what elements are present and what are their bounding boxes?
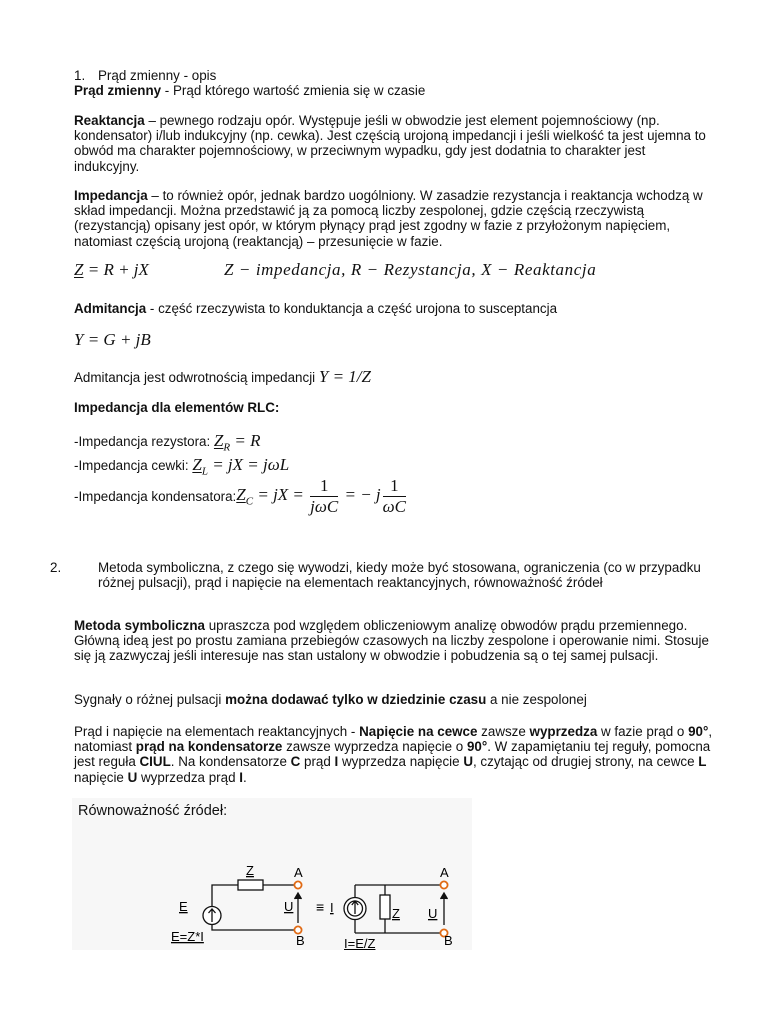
- left-b-label: B: [296, 933, 305, 948]
- prad-zmienny-definition: Prąd zmienny - Prąd którego wartość zmienia się w czasie: [74, 83, 426, 98]
- left-formula: E=Z*I: [171, 929, 204, 944]
- voltage-arrow-right: [441, 893, 448, 925]
- admitancja-paragraph: Admitancja - część rzeczywista to konduktancja a część urojona to susceptancja: [74, 301, 558, 316]
- metoda-paragraph: Metoda symboliczna upraszcza pod względem obliczeniowym analizę obwodów prądu przemiennego. Główną ideą jest po prostu zamiana przebiegów czasowych na liczby zespolone i operowanie nimi. Stosuje się ją zazwyczaj jeśli interesuje nas stan ustalony w obwodzie i pobudzenia są o tej samej pulsacji.: [74, 618, 709, 664]
- terminal-a-right: [440, 881, 447, 888]
- terminal-a-left: [294, 881, 301, 888]
- rlc-capacitor: -Impedancja $kondensatora:Z_C$ = jX = $\frac{1}{\text{jωC}}$ = − j $\frac{1}{\omega C}$: [74, 476, 406, 516]
- rlc-heading: Impedancja dla elementów RLC:: [74, 400, 280, 415]
- term-prad-zmienny: Prąd zmienny: [74, 83, 162, 98]
- right-i-label: I: [330, 900, 334, 915]
- impedance-resistor-left: [238, 880, 263, 890]
- source-equivalence-diagram: [160, 855, 470, 950]
- term-reaktancja: Reaktancja: [74, 113, 145, 128]
- left-z-label: Z: [246, 863, 254, 878]
- left-a-label: A: [294, 865, 303, 880]
- right-z-label: Z: [392, 906, 400, 921]
- voltage-arrow-left: [295, 893, 302, 923]
- admittance-formula: Y = G + jB: [74, 330, 151, 349]
- admittance-inverse: Admitancja jest odwrotnością impedancji Y = 1/Z: [74, 367, 371, 386]
- rlc-resistor: -Impedancja rezystora: $Z_R = R$: [74, 431, 261, 454]
- diagram-title: Równoważność źródeł:: [78, 803, 228, 819]
- left-e-label: E: [179, 899, 188, 914]
- right-formula: I=E/Z: [344, 936, 376, 950]
- reaktancja-paragraph: Reaktancja – pewnego rodzaju opór. Występuje jeśli w obwodzie jest element pojemnościowy (np. kondensator) i/lub indukcyjny (np. cewka). Jest częścią urojoną impedancji i jeśli wielkość ta jest ujemna to obwód ma charakter pojemnościowy, w przeciwnym wypadku, gdy jest dodatnia to charakter jest indukcyjny.: [74, 113, 706, 174]
- right-b-label: B: [444, 933, 453, 948]
- impedance-formula: Z = R + jX Z − impedancja, R − Rezystancja, X − Reaktancja: [74, 260, 597, 279]
- sygnaly-paragraph: Sygnały o różnej pulsacji można dodawać tylko w dziedzinie czasu a nie zespolonej: [74, 692, 587, 707]
- equivalence-sign: ≡: [316, 899, 325, 915]
- section-2-heading: 2. Metoda symboliczna, z czego się wywodzi, kiedy może być stosowana, ograniczenia (co w przypadku różnej pulsacji), prąd i napięcie na elementach reaktancyjnych, równoważność źródeł: [50, 560, 701, 591]
- reactive-elements-paragraph: Prąd i napięcie na elementach reaktancyjnych - Napięcie na cewce zawsze wyprzedza w fazie prąd o 90°, natomiast prąd na kondensatorze zawsze wyprzedza napięcie o 90°. W zapamiętaniu tej reguły, pomocna jest reguła CIUL. Na kondensatorze C prąd I wyprzedza napięcie U, czytając od drugiej strony, na cewce L napięcie U wyprzedza prąd I.: [74, 724, 713, 785]
- impedance-resistor-right: [380, 895, 390, 919]
- left-u-label: U: [284, 899, 294, 914]
- term-impedancja: Impedancja: [74, 188, 148, 203]
- section-1-heading: 1. Prąd zmienny - opis: [74, 68, 217, 83]
- term-metoda-symboliczna: Metoda symboliczna: [74, 618, 205, 633]
- term-admitancja: Admitancja: [74, 301, 147, 316]
- rlc-inductor: -Impedancja cewki: $Z_L$ = jX = jωL: [74, 455, 290, 478]
- impedancja-paragraph: Impedancja – to również opór, jednak bardzo uogólniony. W zasadzie rezystancja i reaktancja wchodzą w skład impedancji. Można przedstawić ją za pomocą liczby zespolonej, gdzie częścią rzeczywistą (rezystancją) opisany jest opór, w którym płynący prąd jest zgodny w fazie z przyłożonym napięciem, natomiast częścią urojoną (reaktancją) – przesunięcie w fazie.: [74, 188, 703, 249]
- right-u-label: U: [428, 906, 438, 921]
- impedance-legend: Z − impedancja, R − Rezystancja, X − Reaktancja: [224, 260, 597, 279]
- right-a-label: A: [440, 865, 449, 880]
